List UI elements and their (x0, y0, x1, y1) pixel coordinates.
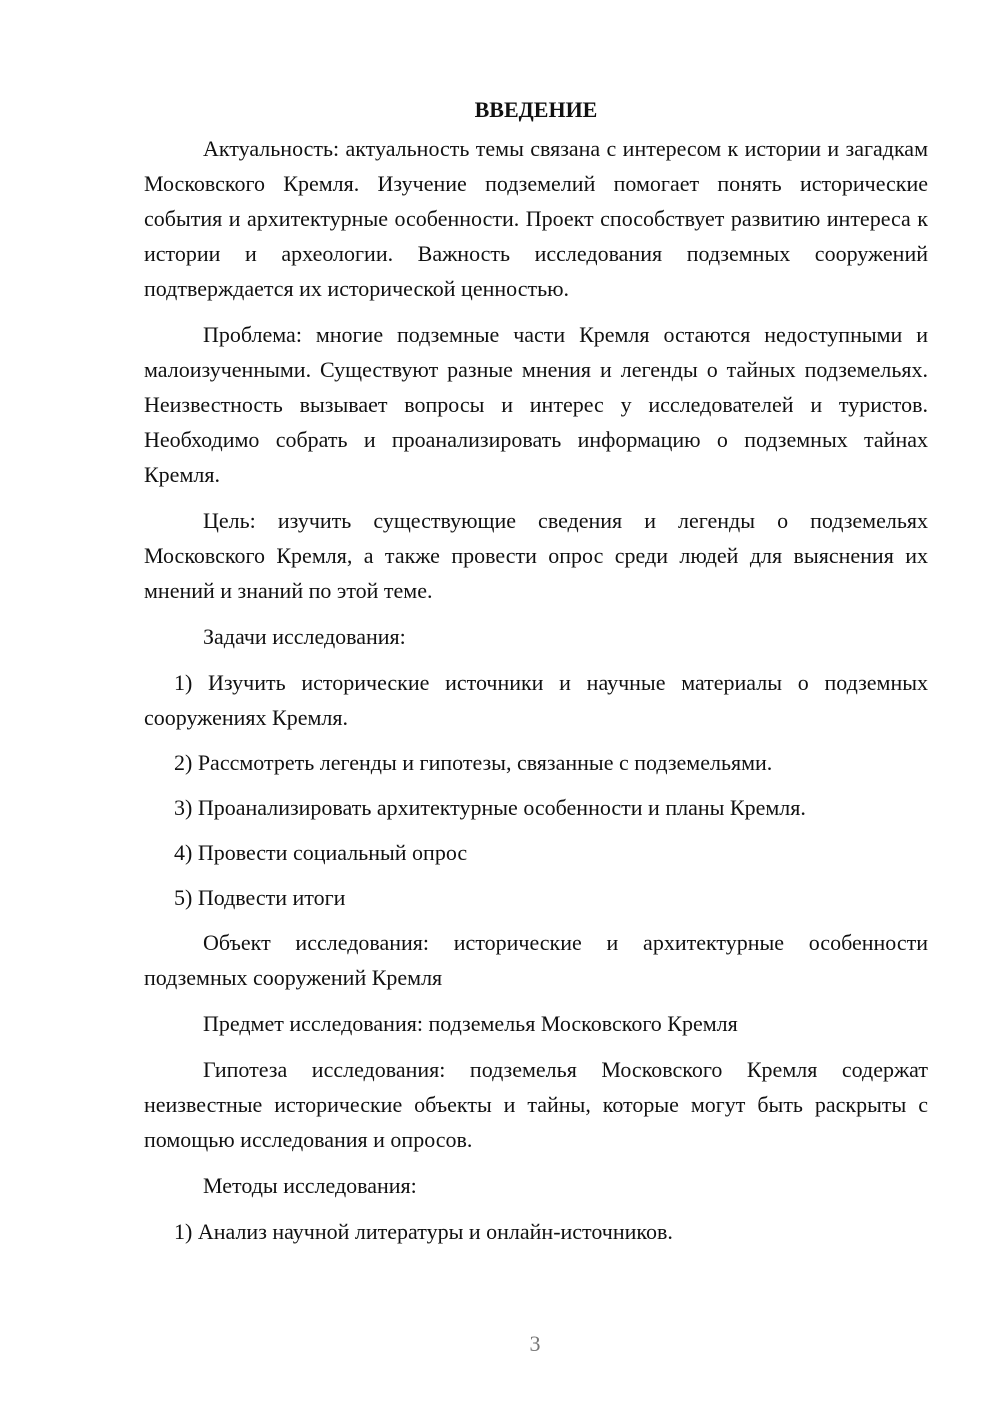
list-item: 1) Анализ научной литературы и онлайн-источников. (174, 1219, 673, 1244)
subject-paragraph: Предмет исследования: подземелья Московского Кремля (203, 1011, 738, 1036)
tasks-list (144, 665, 928, 915)
page-content (144, 92, 928, 1259)
page-number: 3 (529, 1331, 541, 1356)
methods-heading: Методы исследования: (203, 1173, 417, 1198)
methods-list (144, 1214, 928, 1249)
relevance-paragraph: Актуальность: актуальность темы связана с интересом к истории и загадкам Московского Кремля. Изучение подземелий помогает понять исторические события и архитектурные особенности. Проект способствует развитию интереса к истории и археологии. Важность исследования подземных сооружений подтверждается их исторической ценностью. (144, 136, 928, 301)
object-paragraph: Объект исследования: исторические и архитектурные особенности подземных сооружений Кремля (144, 930, 928, 990)
section-title: ВВЕДЕНИЕ (474, 97, 598, 122)
list-item: 2) Рассмотреть легенды и гипотезы, связанные с подземельями. (174, 750, 773, 775)
hypothesis-paragraph: Гипотеза исследования: подземелья Московского Кремля содержат неизвестные исторические объекты и тайны, которые могут быть раскрыты с помощью исследования и опросов. (144, 1057, 928, 1152)
goal-paragraph: Цель: изучить существующие сведения и легенды о подземельях Московского Кремля, а также провести опрос среди людей для выяснения их мнений и знаний по этой теме. (144, 508, 928, 603)
problem-paragraph: Проблема: многие подземные части Кремля остаются недоступными и малоизученными. Существуют разные мнения и легенды о тайных подземельях. Неизвестность вызывает вопросы и интерес у исследователей и туристов. Необходимо собрать и проанализировать информацию о подземных тайнах Кремля. (144, 322, 928, 487)
list-item: 1) Изучить исторические источники и научные материалы о подземных сооружениях Кремля. (144, 670, 928, 730)
list-item: 3) Проанализировать архитектурные особенности и планы Кремля. (174, 795, 806, 820)
list-item: 5) Подвести итоги (174, 885, 346, 910)
list-item: 4) Провести социальный опрос (174, 840, 468, 865)
tasks-heading: Задачи исследования: (203, 624, 406, 649)
